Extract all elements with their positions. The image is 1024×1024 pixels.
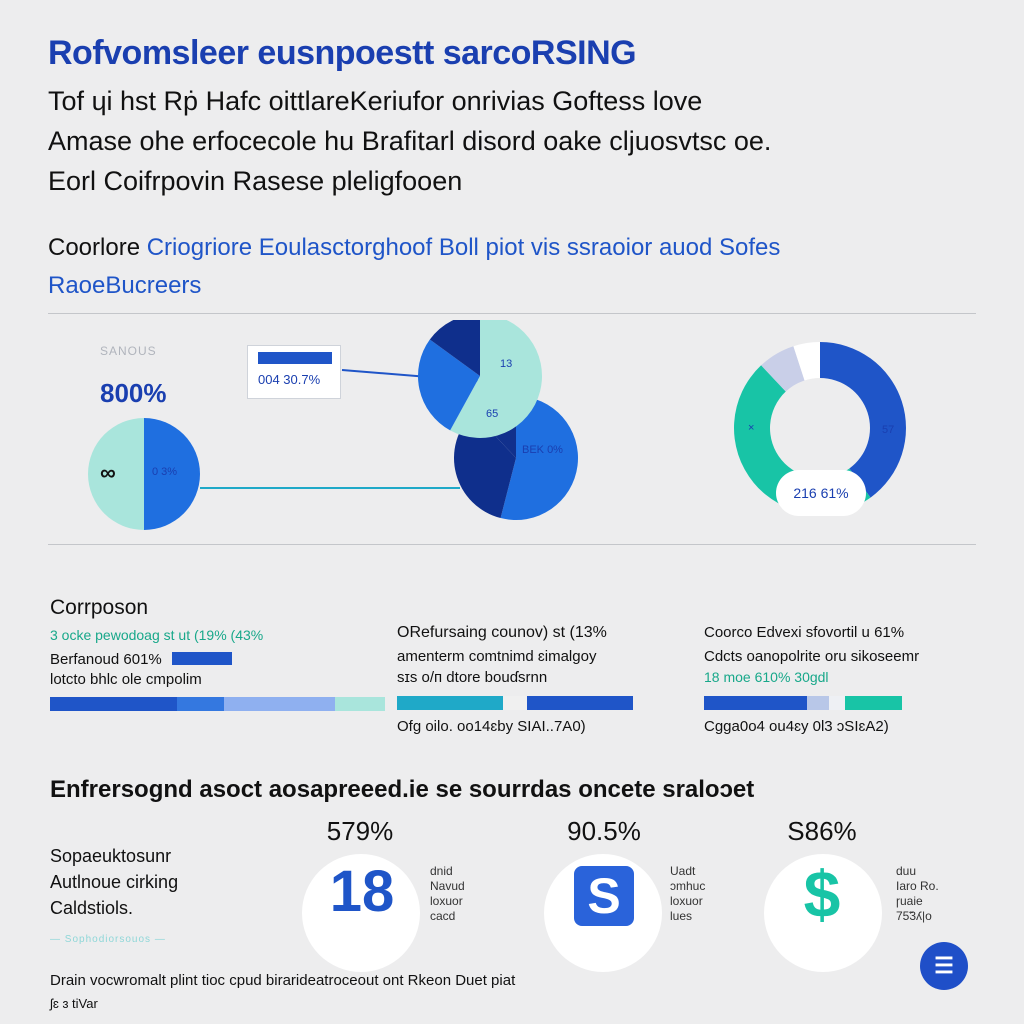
summary-heading: Enfrersognd asoct aosapreeed.ie se sourrdas oncete sraloɔet <box>50 776 755 803</box>
metric-1-glyph: 18 <box>329 859 395 924</box>
pie-left-label: 0 3% <box>152 466 178 478</box>
donut-left-label: × <box>748 422 755 434</box>
infinity-icon: ∞ <box>100 460 116 485</box>
callout-box <box>247 345 341 399</box>
comparison-col1-line2: Berfanoud 601% <box>50 651 162 668</box>
metric-1-percentage: 579% <box>326 816 394 846</box>
metric-1-side <box>430 864 465 924</box>
bar-segment <box>704 696 807 710</box>
bar-segment <box>845 696 902 710</box>
mid-top-label-b: 65 <box>486 408 499 420</box>
bar-segment <box>335 697 385 711</box>
stacked-bar-col1 <box>50 697 385 711</box>
metric-3-glyph: $ <box>803 857 841 931</box>
metric-side-line: Navud <box>430 879 465 893</box>
summary-list-item: Sopaeuktosunr <box>50 846 172 866</box>
col3-line1-text: Coorco Edvexi sfovortil u 61% <box>704 624 905 641</box>
metric-2-side <box>670 864 705 924</box>
comparison-col3-line3: 18 moe 610% 30gdl <box>704 669 829 685</box>
divider <box>48 313 976 314</box>
metric-side-line: duu <box>896 864 917 878</box>
callout-text: 004 30.7% <box>258 372 321 387</box>
pie-slice <box>88 418 144 530</box>
bar-segment <box>807 696 829 710</box>
metric-side-line: ɼuaie <box>896 894 923 908</box>
comparison-col3-line2: Cdcts oanopolrite oru sikoseemr <box>704 648 920 665</box>
metric-side-line: cacd <box>430 909 456 923</box>
bottom-small: ʃɛ ɜ tiVar <box>50 996 98 1011</box>
pie-chart-area <box>0 320 1024 545</box>
section-subtitle-2: RaoeBucreers <box>48 272 202 299</box>
bar-segment <box>527 696 633 710</box>
intro-line-2: Amase ohe erfocecole hu Brafitarl disord oake cljuosvtsc oe. <box>48 126 772 156</box>
metric-side-line: 75̃3ʎ|o <box>896 909 932 923</box>
menu-icon[interactable]: ☰ <box>920 942 968 990</box>
comparison-col2-footer: Ofg oilo. oo14ɛby SIAI..7A0) <box>397 718 586 735</box>
faint-caption: — Sophodiorsouos — <box>50 934 166 945</box>
summary-list-item: Caldstiols. <box>50 898 134 918</box>
bar-segment <box>177 697 224 711</box>
stacked-bar-col3 <box>704 696 902 710</box>
comparison-col2-line2: amenterm comtnimd ɛimalgoy <box>397 648 597 665</box>
metric-2-percentage: 90.5% <box>567 816 641 846</box>
metric-side-line: Uadt <box>670 864 696 878</box>
divider <box>48 544 976 545</box>
metric-side-line: loxuor <box>670 894 703 908</box>
comparison-col3-footer: Cgga0o4 ou4ɛy 0Ɩ3 ɔSIɛA2) <box>704 718 889 735</box>
comparison-col3-line1 <box>704 624 904 641</box>
bar-segment <box>829 696 845 710</box>
subtitle-rest: Criogriore Eoulasctorghoof Boll piot vis ssraoior auod Sofes <box>146 234 781 261</box>
intro-line-3: Eorl Coifrpovin Rasese pleligfooen <box>48 166 463 196</box>
bar-segment <box>50 697 177 711</box>
metric-3-side <box>896 864 939 924</box>
col1-inline-bar <box>172 652 232 665</box>
metric-side-line: lues <box>670 909 693 923</box>
mid-top-label-a: 13 <box>500 358 513 370</box>
metric-3-percentage: S86% <box>787 816 857 846</box>
left-faint-label: SANOUS <box>100 344 157 358</box>
intro-line-1: Tof ɥi hst Rṗ Hafc oittlareKeriufor onrivias Goftess love <box>48 86 703 116</box>
metric-2-glyph: S <box>574 866 634 926</box>
metric-side-line: dnid <box>430 864 453 878</box>
subtitle-lead: Coorlore <box>48 234 141 261</box>
comparison-col2-line3: sɪs o/п dtore bouɗsrnn <box>397 669 548 686</box>
donut-center-label: 216 61% <box>776 470 866 516</box>
bar-segment <box>503 696 527 710</box>
comparison-col2-line1: ORefursaing counov) st (13% <box>397 624 607 641</box>
bottom-line: Drain vocwromalt plint tioc cpud birarideatroceout ont Rkeon Duet piat <box>50 972 516 989</box>
metric-side-line: Iaro Ro. <box>896 879 939 893</box>
bar-segment <box>397 696 503 710</box>
section-subtitle <box>48 234 780 262</box>
comparison-col1-line1: 3 ocke pewodoag st ut (19% (43% <box>50 627 264 643</box>
comparison-col1-line3: lotcto bhlc ole cmpolim <box>50 671 202 688</box>
callout-bar <box>258 352 332 364</box>
stacked-bar-col2 <box>397 696 633 710</box>
summary-list-item: Autlnoue cirking <box>50 872 179 892</box>
metric-side-line: loxuor <box>430 894 463 908</box>
comparison-heading: Corrposon <box>50 596 149 619</box>
bar-segment <box>224 697 335 711</box>
mid-bottom-label: BEK 0% <box>522 444 563 456</box>
page-title: Rofvomsleer eusnpoestt sarcoRSING <box>48 34 637 72</box>
left-percentage: 800% <box>100 378 167 408</box>
metric-side-line: ɔmhuc <box>670 879 706 893</box>
donut-right-label: 57 <box>882 424 895 436</box>
